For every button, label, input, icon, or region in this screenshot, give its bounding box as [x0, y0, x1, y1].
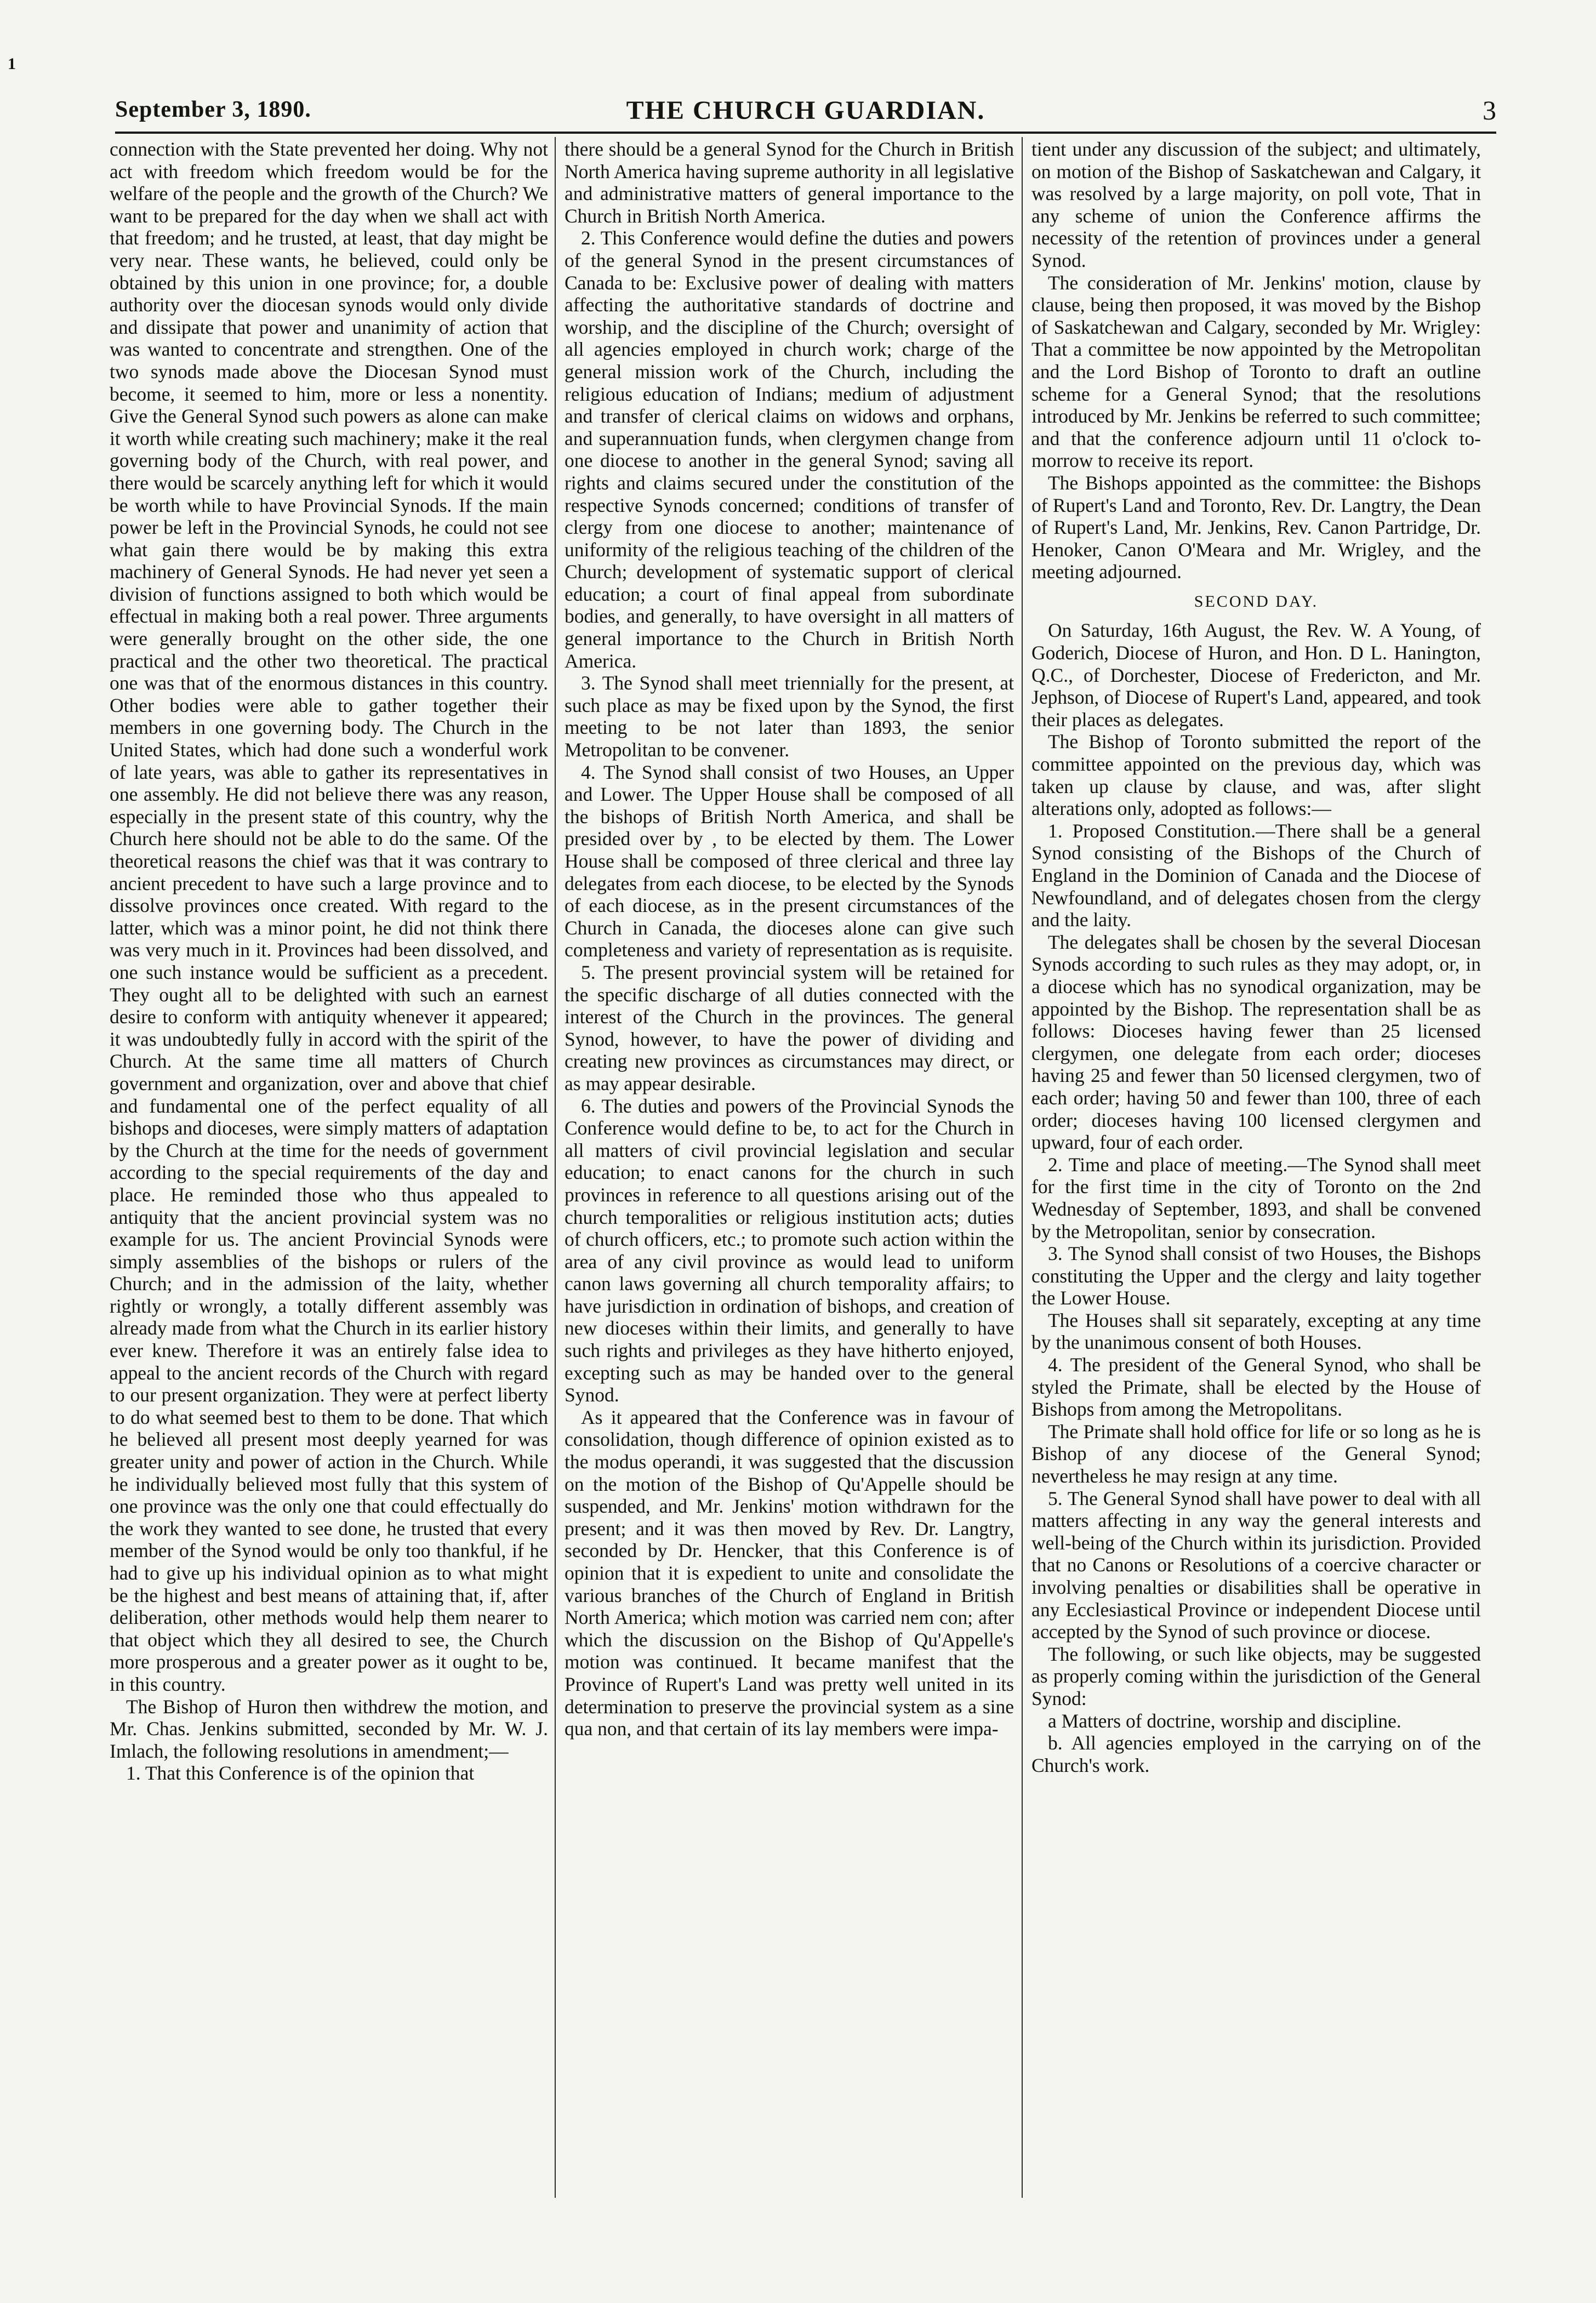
paragraph: The Houses shall sit separately, excepting at any time by the unanimous consent of both Houses. [1031, 1309, 1481, 1354]
column-divider-2 [1022, 137, 1023, 2198]
paragraph: 4. The Synod shall consist of two Houses, an Upper and Lower. The Upper House shall be composed of all the bishops of British North America, and shall be presided over by , to be elected by them. The Lower House shall be composed of three clerical and three lay delegates from each diocese, to be elected by the Synods of each diocese, as in the present circumstances of the Church in Canada, the dioceses alone can give such completeness and variety of representation as is requisite. [565, 761, 1014, 961]
paragraph: 2. This Conference would define the duties and powers of the general Synod in the present circumstances of Canada to be: Exclusive power of dealing with matters affecting the authoritative standards of doctrine and worship, and the discipline of the Church; oversight of all agencies employed in church work; charge of the general mission work of the Church, including the religious education of Indians; medium of adjustment and transfer of clerical claims on widows and orphans, and superannuation funds, when clergymen change from one diocese to another in the general Synod; saving all rights and claims secured under the constitution of the respective Synods concerned; conditions of transfer of clergy from one diocese to another; maintenance of uniformity of the religious teaching of the children of the Church; development of systematic support of clerical education; a court of final appeal from subordinate bodies, and generally, to have oversight in all matters of general importance to the Church in British North America. [565, 227, 1014, 672]
paragraph: The consideration of Mr. Jenkins' motion, clause by clause, being then proposed, it was moved by the Bishop of Saskatchewan and Calgary, seconded by Mr. Wrigley: That a committee be now appointed by the Metropolitan and the Lord Bishop of Toronto to draft an outline scheme for a General Synod; that the resolutions introduced by Mr. Jenkins be referred to such committee; and that the conference adjourn until 11 o'clock to-morrow to receive its report. [1031, 271, 1481, 472]
paragraph: 1. That this Conference is of the opinion that [126, 1762, 475, 1785]
paragraph: tient under any discussion of the subject; and ultimately, on motion of the Bishop of Saskatchewan and Calgary, it was resolved by a large majority, on poll vote, That in any scheme of union the Conference affirms the necessity of the retention of provinces under a general Synod. [1031, 138, 1481, 271]
paragraph: 1. Proposed Constitution.—There shall be a general Synod consisting of the Bishops of the Church of England in the Dominion of Canada and the Diocese of Newfoundland, and of delegates chosen from the clergy and the laity. [1031, 819, 1481, 931]
paragraph: The delegates shall be chosen by the several Diocesan Synods according to such rules as they may adopt, or, in a diocese which has no synodical organization, may be appointed by the Bishop. The representation shall be as follows: Dioceses having fewer than 25 licensed clergymen, one delegate from each order; dioceses having 25 and fewer than 50 licensed clergymen, two of each order; having 50 and fewer than 100, three of each order; dioceses having 100 licensed clergymen and upward, four of each order. [1031, 931, 1481, 1154]
paragraph: there should be a general Synod for the Church in British North America having supreme authority in all legislative and administrative matters of general importance to the Church in British North America. [565, 138, 1014, 227]
paragraph: 6. The duties and powers of the Provincial Synods the Conference would define to be, to act for the Church in all matters of civil provincial legislation and secular education; to enact canons for the church in such provinces in reference to all questions arising out of the church temporalities or religious institution acts; duties of church officers, etc.; to promote such action within the area of any civil province as would lead to uniform canon laws governing all church temporality affairs; to have jurisdiction in ordination of bishops, and creation of new dioceses within their limits, and generally to have such rights and privileges as they have hitherto enjoyed, excepting such as may be handed over to the general Synod. [565, 1095, 1014, 1406]
paragraph: 5. The present provincial system will be retained for the specific discharge of all duties connected with the interest of the Church in the provinces. The general Synod, however, to have the power of dividing and creating new provinces as circumstances may direct, or as may appear desirable. [565, 961, 1014, 1095]
paragraph: 3. The Synod shall consist of two Houses, the Bishops constituting the Upper and the clergy and laity together the Lower House. [1031, 1242, 1481, 1309]
paragraph: The Bishop of Huron then withdrew the motion, and Mr. Chas. Jenkins submitted, seconded by Mr. W. J. Imlach, the following resolutions in amendment;— [110, 1695, 548, 1762]
section-heading: SECOND DAY. [1194, 592, 1319, 611]
paragraph: As it appeared that the Conference was in favour of consolidation, though difference of opinion existed as to the modus operandi, it was suggested that the discussion on the motion of the Bishop of Qu'Appelle should be suspended, and Mr. Jenkins' motion withdrawn for the present; and it was then moved by Rev. Dr. Langtry, seconded by Dr. Hencker, that this Conference is of opinion that it is expedient to unite and consolidate the various branches of the Church of England in British North America; which motion was carried nem con; after which the discussion on the Bishop of Qu'Appelle's motion was continued. It became manifest that the Province of Rupert's Land was pretty well united in its determination to preserve the provincial system as a sine qua non, and that certain of its lay members were impa- [565, 1406, 1014, 1740]
paragraph: a Matters of doctrine, worship and discipline. [1048, 1709, 1401, 1732]
paragraph: The Primate shall hold office for life or so long as he is Bishop of any diocese of the General Synod; nevertheless he may resign at any time. [1031, 1420, 1481, 1487]
corner-mark: 1 [8, 55, 16, 73]
issue-date: September 3, 1890. [115, 97, 311, 122]
page-number: 3 [1483, 95, 1496, 126]
paragraph: 2. Time and place of meeting.—The Synod shall meet for the first time in the city of Toronto on the 2nd Wednesday of September, 1893, and shall be convened by the Metropolitan, senior by consecration. [1031, 1153, 1481, 1242]
paragraph: 3. The Synod shall meet triennially for the present, at such place as may be fixed upon by the Synod, the first meeting to be not later than 1893, the senior Metropolitan to be convener. [565, 672, 1014, 761]
column-divider-1 [555, 137, 556, 2198]
paragraph: On Saturday, 16th August, the Rev. W. A Young, of Goderich, Diocese of Huron, and Hon. D L. Hanington, Q.C., of Dorchester, Diocese of Fredericton, and Mr. Jephson, of Diocese of Rupert's Land, appeared, and took their places as delegates. [1031, 619, 1481, 731]
header-rule [115, 132, 1496, 134]
running-header [115, 89, 1496, 127]
column-middle [565, 138, 1014, 1740]
paragraph: b. All agencies employed in the carrying on of the Church's work. [1031, 1732, 1481, 1776]
paragraph: connection with the State prevented her doing. Why not act with freedom which freedom would be for the welfare of the people and the growth of the Church? We want to be prepared for the day when we shall act with that freedom; and he trusted, at least, that day might be very near. These wants, he believed, could only be obtained by this union in one province; for, a double authority over the diocesan synods would only divide and dissipate that power and unanimity of action that was wanted to concentrate and strengthen. One of the two synods made above the Diocesan Synod must become, it seemed to him, more or less a nonentity. Give the General Synod such powers as alone can make it worth while creating such machinery; make it the real governing body of the Church, with real power, and there would be scarcely anything left for which it would be worth while to have Provincial Synods. If the main power be left in the Provincial Synods, he could not see what gain there would be by making this extra machinery of General Synods. He had never yet seen a division of functions assigned to both which would be effectual in making both a real power. Three arguments were generally brought on the other side, the one practical and the other two theoretical. The practical one was that of the enormous distances in this country. Other bodies were able to gather together their members in one governing body. The Church in the United States, which had done such a wonderful work of late years, was able to gather its representatives in one assembly. He did not believe there was any reason, especially in the present state of this country, why the Church here should not be able to do the same. Of the theoretical reasons the chief was that it was contrary to ancient precedent to have such a large province and to dissolve provinces once created. With regard to the latter, which was a minor point, he did not think there was very much in it. Provinces had been dissolved, and one such instance would be sufficient as a precedent. They ought all to be delighted with such an earnest desire to conform with antiquity whenever it appeared; it was undoubtedly fully in accord with the spirit of the Church. At the same time all matters of Church government and organization, over and above that chief and fundamental one of the perfect equality of all bishops and dioceses, were simply matters of adaptation by the Church at the time for the needs of government according to the special requirements of the day and place. He reminded those who thus appealed to antiquity that the ancient provincial system was no example for us. The ancient Provincial Synods were simply assemblies of the bishops or rulers of the Church; and in the admission of the laity, whether rightly or wrongly, a totally different assembly was already made from what the Church in its earlier history ever knew. Therefore it was an entirely false idea to appeal to the ancient records of the Church with regard to our present organization. They were at perfect liberty to do what seemed best to them to be done. That which he believed all present most deeply yearned for was greater unity and power of action in the Church. While he individually believed most fully that this system of one province was the only one that could effectually do the work they wanted to see done, he trusted that every member of the Synod would be only too thankful, if he had to give up his individual opinion as to what might be the highest and best means of attaining that, if, after deliberation, other methods would help them nearer to that object which they all desired to see, the Church more prosperous and a greater power as it ought to be, in this country. [110, 138, 548, 1695]
paragraph: The Bishop of Toronto submitted the report of the committee appointed on the previous day, which was taken up clause by clause, and was, after slight alterations only, adopted as follows:— [1031, 731, 1481, 820]
paragraph: 4. The president of the General Synod, who shall be styled the Primate, shall be elected by the House of Bishops from among the Metropolitans. [1031, 1354, 1481, 1421]
paragraph: The Bishops appointed as the committee: the Bishops of Rupert's Land and Toronto, Rev. Dr. Langtry, the Dean of Rupert's Land, Mr. Jenkins, Rev. Canon Partridge, Dr. Henoker, Canon O'Meara and Mr. Wrigley, and the meeting adjourned. [1031, 471, 1481, 583]
paragraph: 5. The General Synod shall have power to deal with all matters affecting in any way the general interests and well-being of the Church within its jurisdiction. Provided that no Canons or Resolutions of a coercive character or involving penalties or disabilities shall be operative in any Ecclesiastical Province or independent Diocese until accepted by the Synod of such province or diocese. [1031, 1487, 1481, 1643]
newspaper-title: THE CHURCH GUARDIAN. [626, 96, 985, 125]
column-right [1031, 138, 1481, 1776]
column-left [110, 138, 548, 1785]
paragraph: The following, or such like objects, may be suggested as properly coming within the jurisdiction of the General Synod: [1031, 1643, 1481, 1709]
